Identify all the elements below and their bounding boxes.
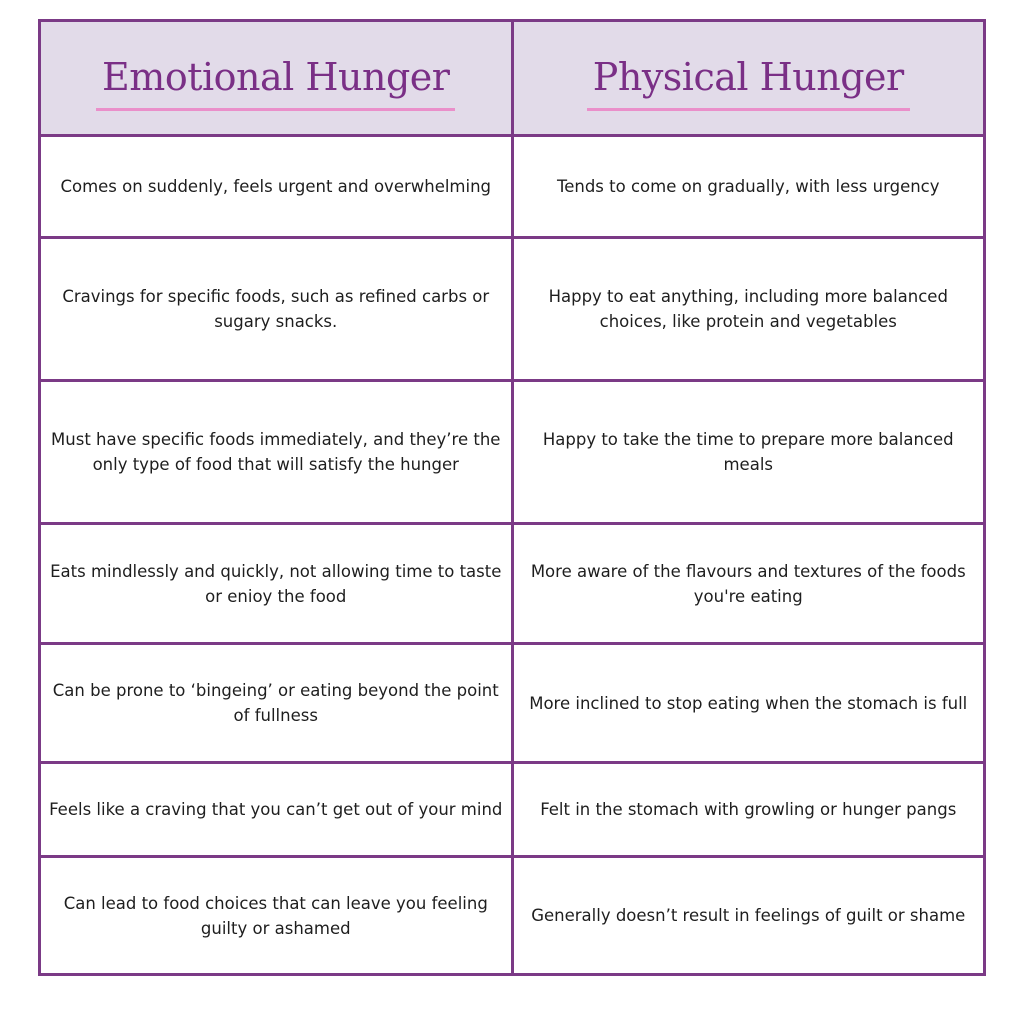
- emotional-cell: Comes on suddenly, feels urgent and overwhelming: [40, 136, 513, 238]
- table-row: [40, 136, 985, 238]
- physical-cell: Generally doesn’t result in feelings of guilt or shame: [512, 857, 985, 975]
- table-row: [40, 644, 985, 763]
- physical-cell: Tends to come on gradually, with less urgency: [512, 136, 985, 238]
- header-row: [40, 21, 985, 136]
- emotional-cell: Eats mindlessly and quickly, not allowing time to taste or enioy the food: [40, 524, 513, 644]
- table-row: [40, 857, 985, 975]
- physical-cell: More inclined to stop eating when the stomach is full: [512, 644, 985, 763]
- emotional-cell: Cravings for specific foods, such as refined carbs or sugary snacks.: [40, 238, 513, 381]
- physical-cell: More aware of the flavours and textures of the foods you're eating: [512, 524, 985, 644]
- table-row: [40, 238, 985, 381]
- header-cell-physical: [512, 21, 985, 136]
- emotional-hunger-title: Emotional Hunger: [96, 54, 455, 111]
- emotional-cell: Can lead to food choices that can leave you feeling guilty or ashamed: [40, 857, 513, 975]
- emotional-cell: Must have specific foods immediately, and they’re the only type of food that will satisfy the hunger: [40, 381, 513, 524]
- physical-cell: Felt in the stomach with growling or hunger pangs: [512, 763, 985, 857]
- table-row: [40, 524, 985, 644]
- physical-hunger-title: Physical Hunger: [587, 54, 910, 111]
- table-row: [40, 763, 985, 857]
- physical-cell: Happy to take the time to prepare more balanced meals: [512, 381, 985, 524]
- emotional-cell: Feels like a craving that you can’t get out of your mind: [40, 763, 513, 857]
- emotional-cell: Can be prone to ‘bingeing’ or eating beyond the point of fullness: [40, 644, 513, 763]
- physical-cell: Happy to eat anything, including more balanced choices, like protein and vegetables: [512, 238, 985, 381]
- header-cell-emotional: [40, 21, 513, 136]
- comparison-table: [38, 19, 986, 976]
- table-row: [40, 381, 985, 524]
